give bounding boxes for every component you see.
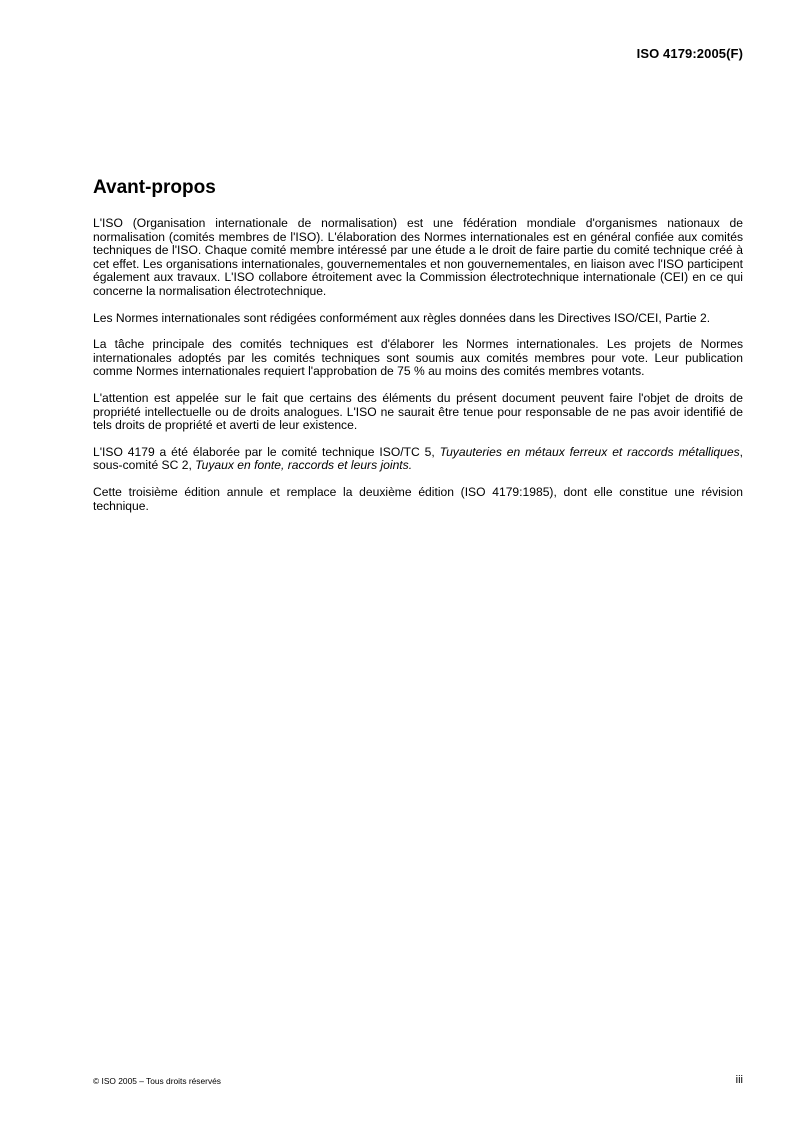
paragraph-directives: Les Normes internationales sont rédigées conformément aux règles données dans les Directives ISO/CEI, Partie 2. [93,310,711,325]
subcommittee-title: Tuyaux en fonte, raccords et leurs joints. [195,458,413,473]
paragraph-technical-committees: La tâche principale des comités techniques est d'élaborer les Normes internationales. Les projets de Normes internationales adoptés par les comités techniques sont soumis aux comités membres pour vote. Leur publication comme Normes internationales requiert l'approbation de 75 % au moins des comités membres votants. [93,337,743,379]
document-code: ISO 4179:2005(F) [636,46,743,61]
committee-title: Tuyauteries en métaux ferreux et raccords métalliques [439,444,740,459]
prepared-by-text-1: L'ISO 4179 a été élaborée par le comité technique ISO/TC 5, [93,444,440,459]
paragraph-patent-rights: L'attention est appelée sur le fait que certains des éléments du présent document peuvent faire l'objet de droits de propriété intellectuelle ou de droits analogues. L'ISO ne saurait être tenue pour responsable de ne pas avoir identifié de tels droits de propriété et averti de leur existence. [93,390,743,433]
paragraph-iso-overview: L'ISO (Organisation internationale de normalisation) est une fédération mondiale d'organismes nationaux de normalisation (comités membres de l'ISO). L'élaboration des Normes internationales est en général confiée aux comités techniques de l'ISO. Chaque comité membre intéressé par une étude a le droit de faire partie du comité technique créé à cet effet. Les organisations internationales, gouvernementales et non gouvernementales, en liaison avec l'ISO participent également aux travaux. L'ISO collabore étroitement avec la Commission électrotechnique internationale (CEI) en ce qui concerne la normalisation électrotechnique. [93,216,743,298]
section-title: Avant-propos [93,177,216,198]
paragraph-prepared-by [93,446,743,473]
prepared-by-text-2: , sous-comité SC 2, [93,444,743,473]
paragraph-edition: Cette troisième édition annule et remplace la deuxième édition (ISO 4179:1985), dont elle constitue une révision technique. [93,484,743,513]
copyright-notice: © ISO 2005 – Tous droits réservés [93,1076,221,1086]
foreword-section [93,175,743,526]
page-number: iii [735,1074,743,1086]
